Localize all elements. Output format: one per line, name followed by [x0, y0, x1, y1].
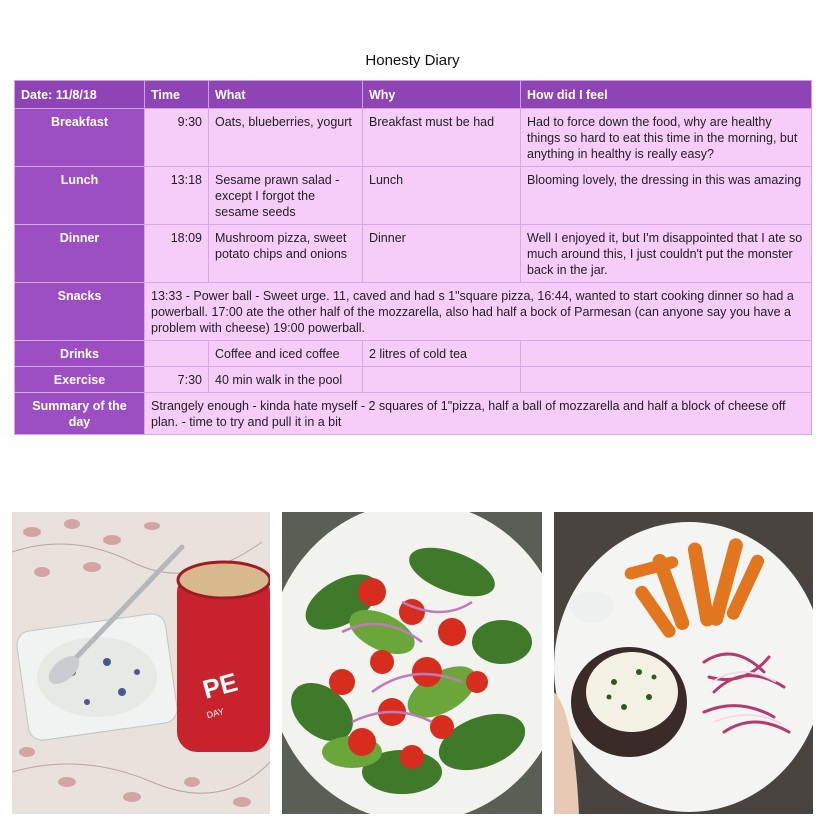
what-cell: Oats, blueberries, yogurt — [209, 109, 363, 167]
why-cell — [363, 367, 521, 393]
summary-cell: Strangely enough - kinda hate myself - 2 squares of 1"pizza, half a ball of mozzarella and half a block of cheese off plan. - time to try and pull it in a bit — [145, 393, 812, 435]
time-cell: 18:09 — [145, 225, 209, 283]
feel-cell — [521, 341, 812, 367]
header-what: What — [209, 81, 363, 109]
feel-cell: Had to force down the food, why are healthy things so hard to eat this time in the morning, but anything in healthy is really easy? — [521, 109, 812, 167]
diary-table — [14, 80, 812, 435]
row-label: Breakfast — [15, 109, 145, 167]
table-row-breakfast — [15, 109, 812, 167]
header-date: Date: 11/8/18 — [15, 81, 145, 109]
table-row-lunch — [15, 167, 812, 225]
time-cell: 7:30 — [145, 367, 209, 393]
mug-text: PE — [199, 666, 241, 705]
row-label: Exercise — [15, 367, 145, 393]
time-cell: 13:18 — [145, 167, 209, 225]
table-row-exercise — [15, 367, 812, 393]
feel-cell: Well I enjoyed it, but I'm disappointed that I ate so much around this, I just couldn't put the monster back in the jar. — [521, 225, 812, 283]
table-row-snacks — [15, 283, 812, 341]
header-feel: How did I feel — [521, 81, 812, 109]
snacks-cell: 13:33 - Power ball - Sweet urge. 11, caved and had s 1"square pizza, 16:44, wanted to start cooking dinner so had a powerball. 17:00 ate the other half of the mozzarella, also had half a bock of Parmesan (can anyone say you have a problem with cheese) 19:00 powerball. — [145, 283, 812, 341]
table-header-row — [15, 81, 812, 109]
photo-strip — [0, 512, 825, 814]
breakfast-photo — [12, 512, 270, 814]
time-cell: 9:30 — [145, 109, 209, 167]
what-cell: Coffee and iced coffee — [209, 341, 363, 367]
row-label: Summary of the day — [15, 393, 145, 435]
row-label: Snacks — [15, 283, 145, 341]
time-cell — [145, 341, 209, 367]
header-why: Why — [363, 81, 521, 109]
what-cell: Sesame prawn salad - except I forgot the sesame seeds — [209, 167, 363, 225]
dinner-photo — [554, 512, 813, 814]
mug-subtext: DAY — [205, 706, 226, 721]
row-label: Lunch — [15, 167, 145, 225]
table-row-summary — [15, 393, 812, 435]
why-cell: Dinner — [363, 225, 521, 283]
page-title: Honesty Diary — [365, 52, 460, 69]
why-cell: Lunch — [363, 167, 521, 225]
lunch-photo — [282, 512, 542, 814]
header-time: Time — [145, 81, 209, 109]
what-cell: 40 min walk in the pool — [209, 367, 363, 393]
why-cell: 2 litres of cold tea — [363, 341, 521, 367]
feel-cell — [521, 367, 812, 393]
table-row-drinks — [15, 341, 812, 367]
why-cell: Breakfast must be had — [363, 109, 521, 167]
feel-cell: Blooming lovely, the dressing in this was amazing — [521, 167, 812, 225]
row-label: Drinks — [15, 341, 145, 367]
row-label: Dinner — [15, 225, 145, 283]
what-cell: Mushroom pizza, sweet potato chips and onions — [209, 225, 363, 283]
table-row-dinner — [15, 225, 812, 283]
